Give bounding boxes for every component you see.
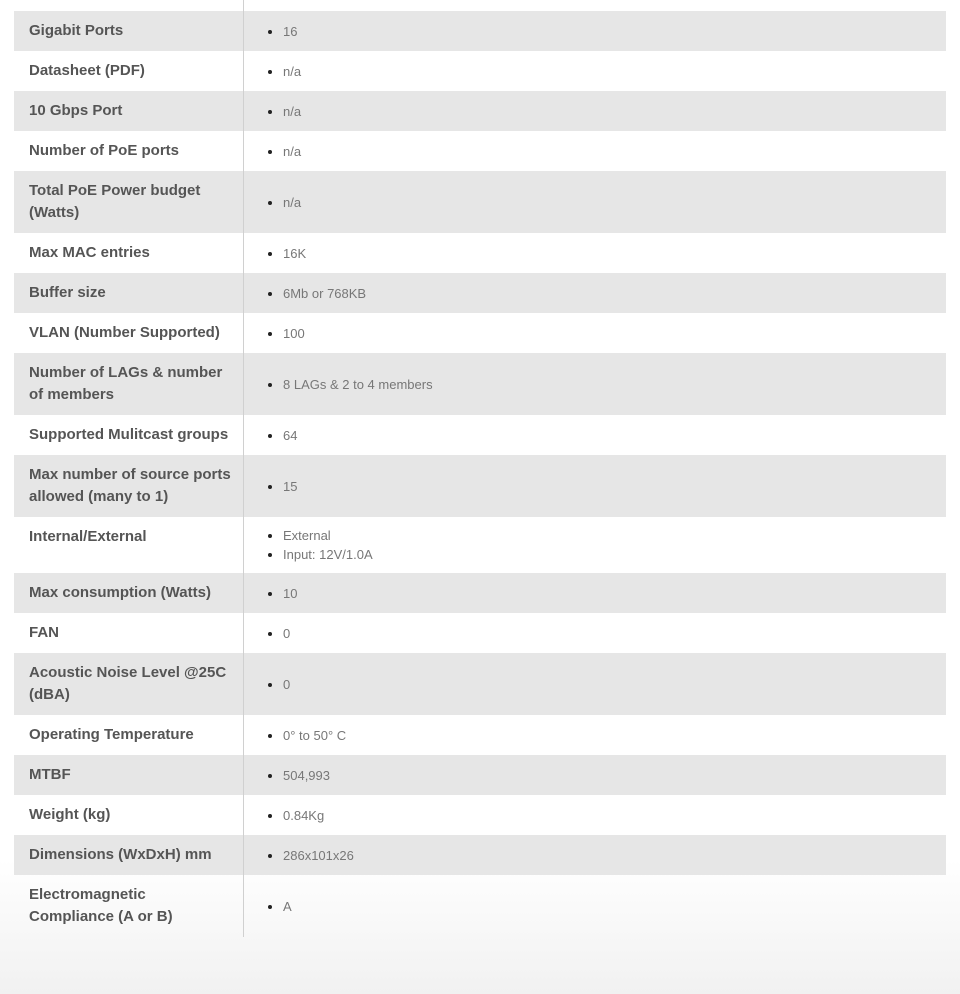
spec-value-cell [244,653,946,715]
table-row [14,415,946,455]
table-row [14,653,946,715]
spec-value-cell [244,91,946,131]
spec-value-cell [244,313,946,353]
spec-value: • 64 [283,426,297,445]
spec-value-cell [244,573,946,613]
spec-value: • 504,993 [283,766,330,785]
spec-label: Buffer size [14,273,244,313]
table-row [14,875,946,937]
spec-label: Max MAC entries [14,233,244,273]
spec-value-cell [244,171,946,233]
spec-label: Acoustic Noise Level @25C (dBA) [14,653,244,715]
spec-value: • Input: 12V/1.0A [283,545,373,564]
spec-value-list [268,897,292,916]
spec-value-list [268,726,346,745]
spec-label: Weight (kg) [14,795,244,835]
spec-value-list [268,284,366,303]
spec-value-cell [244,795,946,835]
spec-value: • A [283,897,292,916]
spec-label: Electromagnetic Compliance (A or B) [14,875,244,937]
spec-value-cell [244,755,946,795]
spec-value-list [268,806,324,825]
table-row [14,755,946,795]
spec-value-list [268,193,301,212]
spec-label: Dimensions (WxDxH) mm [14,835,244,875]
spec-value-list [268,624,290,643]
spec-label: Max consumption (Watts) [14,573,244,613]
spec-table [14,0,946,937]
spec-value-cell [244,455,946,517]
spec-label: MTBF [14,755,244,795]
spec-label: Number of PoE ports [14,131,244,171]
table-row [14,353,946,415]
table-row [14,613,946,653]
spec-value: • 0 [283,675,290,694]
spec-value-cell [244,11,946,51]
table-row [14,795,946,835]
table-row [14,273,946,313]
table-top-spacer [14,0,946,11]
spec-value-list [268,324,305,343]
table-row [14,233,946,273]
spec-label: Max number of source ports allowed (many to 1) [14,455,244,517]
spec-value-cell [244,273,946,313]
spec-value-cell [244,353,946,415]
spec-value: • 16 [283,22,297,41]
spec-value-list [268,477,297,496]
table-row [14,171,946,233]
spec-label: Operating Temperature [14,715,244,755]
spec-value-cell [244,131,946,171]
spec-value: • 0.84Kg [283,806,324,825]
spec-value: • 0 [283,624,290,643]
spec-label: Supported Mulitcast groups [14,415,244,455]
spec-value-list [268,675,290,694]
spec-value: • n/a [283,142,301,161]
spacer-label-cell [14,0,244,11]
spec-value-list [268,526,373,564]
table-row [14,715,946,755]
spec-value: • n/a [283,102,301,121]
table-row [14,11,946,51]
table-row [14,835,946,875]
spec-value: • 10 [283,584,297,603]
spec-value: • n/a [283,193,301,212]
spec-value-list [268,584,297,603]
spec-value-cell [244,233,946,273]
spacer-value-cell [244,0,946,11]
spec-value: • 15 [283,477,297,496]
spec-value: • External [283,526,373,545]
spec-value: • 286x101x26 [283,846,354,865]
spec-value: • 6Mb or 768KB [283,284,366,303]
spec-value: • 0° to 50° C [283,726,346,745]
spec-label: FAN [14,613,244,653]
spec-value-cell [244,51,946,91]
spec-label: VLAN (Number Supported) [14,313,244,353]
table-row [14,91,946,131]
spec-value-list [268,426,297,445]
spec-value-list [268,102,301,121]
spec-value-cell [244,715,946,755]
spec-value-cell [244,415,946,455]
spec-value: • 16K [283,244,306,263]
spec-value-cell [244,613,946,653]
spec-value-list [268,142,301,161]
table-row [14,131,946,171]
table-row [14,313,946,353]
table-row [14,573,946,613]
spec-value-list [268,766,330,785]
spec-label: Internal/External [14,517,244,573]
spec-value-cell [244,875,946,937]
table-row [14,455,946,517]
spec-value: • n/a [283,62,301,81]
spec-value-cell [244,517,946,573]
spec-label: Total PoE Power budget (Watts) [14,171,244,233]
spec-value: • 8 LAGs & 2 to 4 members [283,375,433,394]
spec-value-list [268,846,354,865]
spec-label: Gigabit Ports [14,11,244,51]
spec-label: 10 Gbps Port [14,91,244,131]
spec-value-cell [244,835,946,875]
table-row [14,517,946,573]
spec-value-list [268,375,433,394]
spec-value: • 100 [283,324,305,343]
spec-label: Datasheet (PDF) [14,51,244,91]
spec-value-list [268,22,297,41]
spec-label: Number of LAGs & number of members [14,353,244,415]
spec-value-list [268,244,306,263]
table-row [14,51,946,91]
spec-value-list [268,62,301,81]
